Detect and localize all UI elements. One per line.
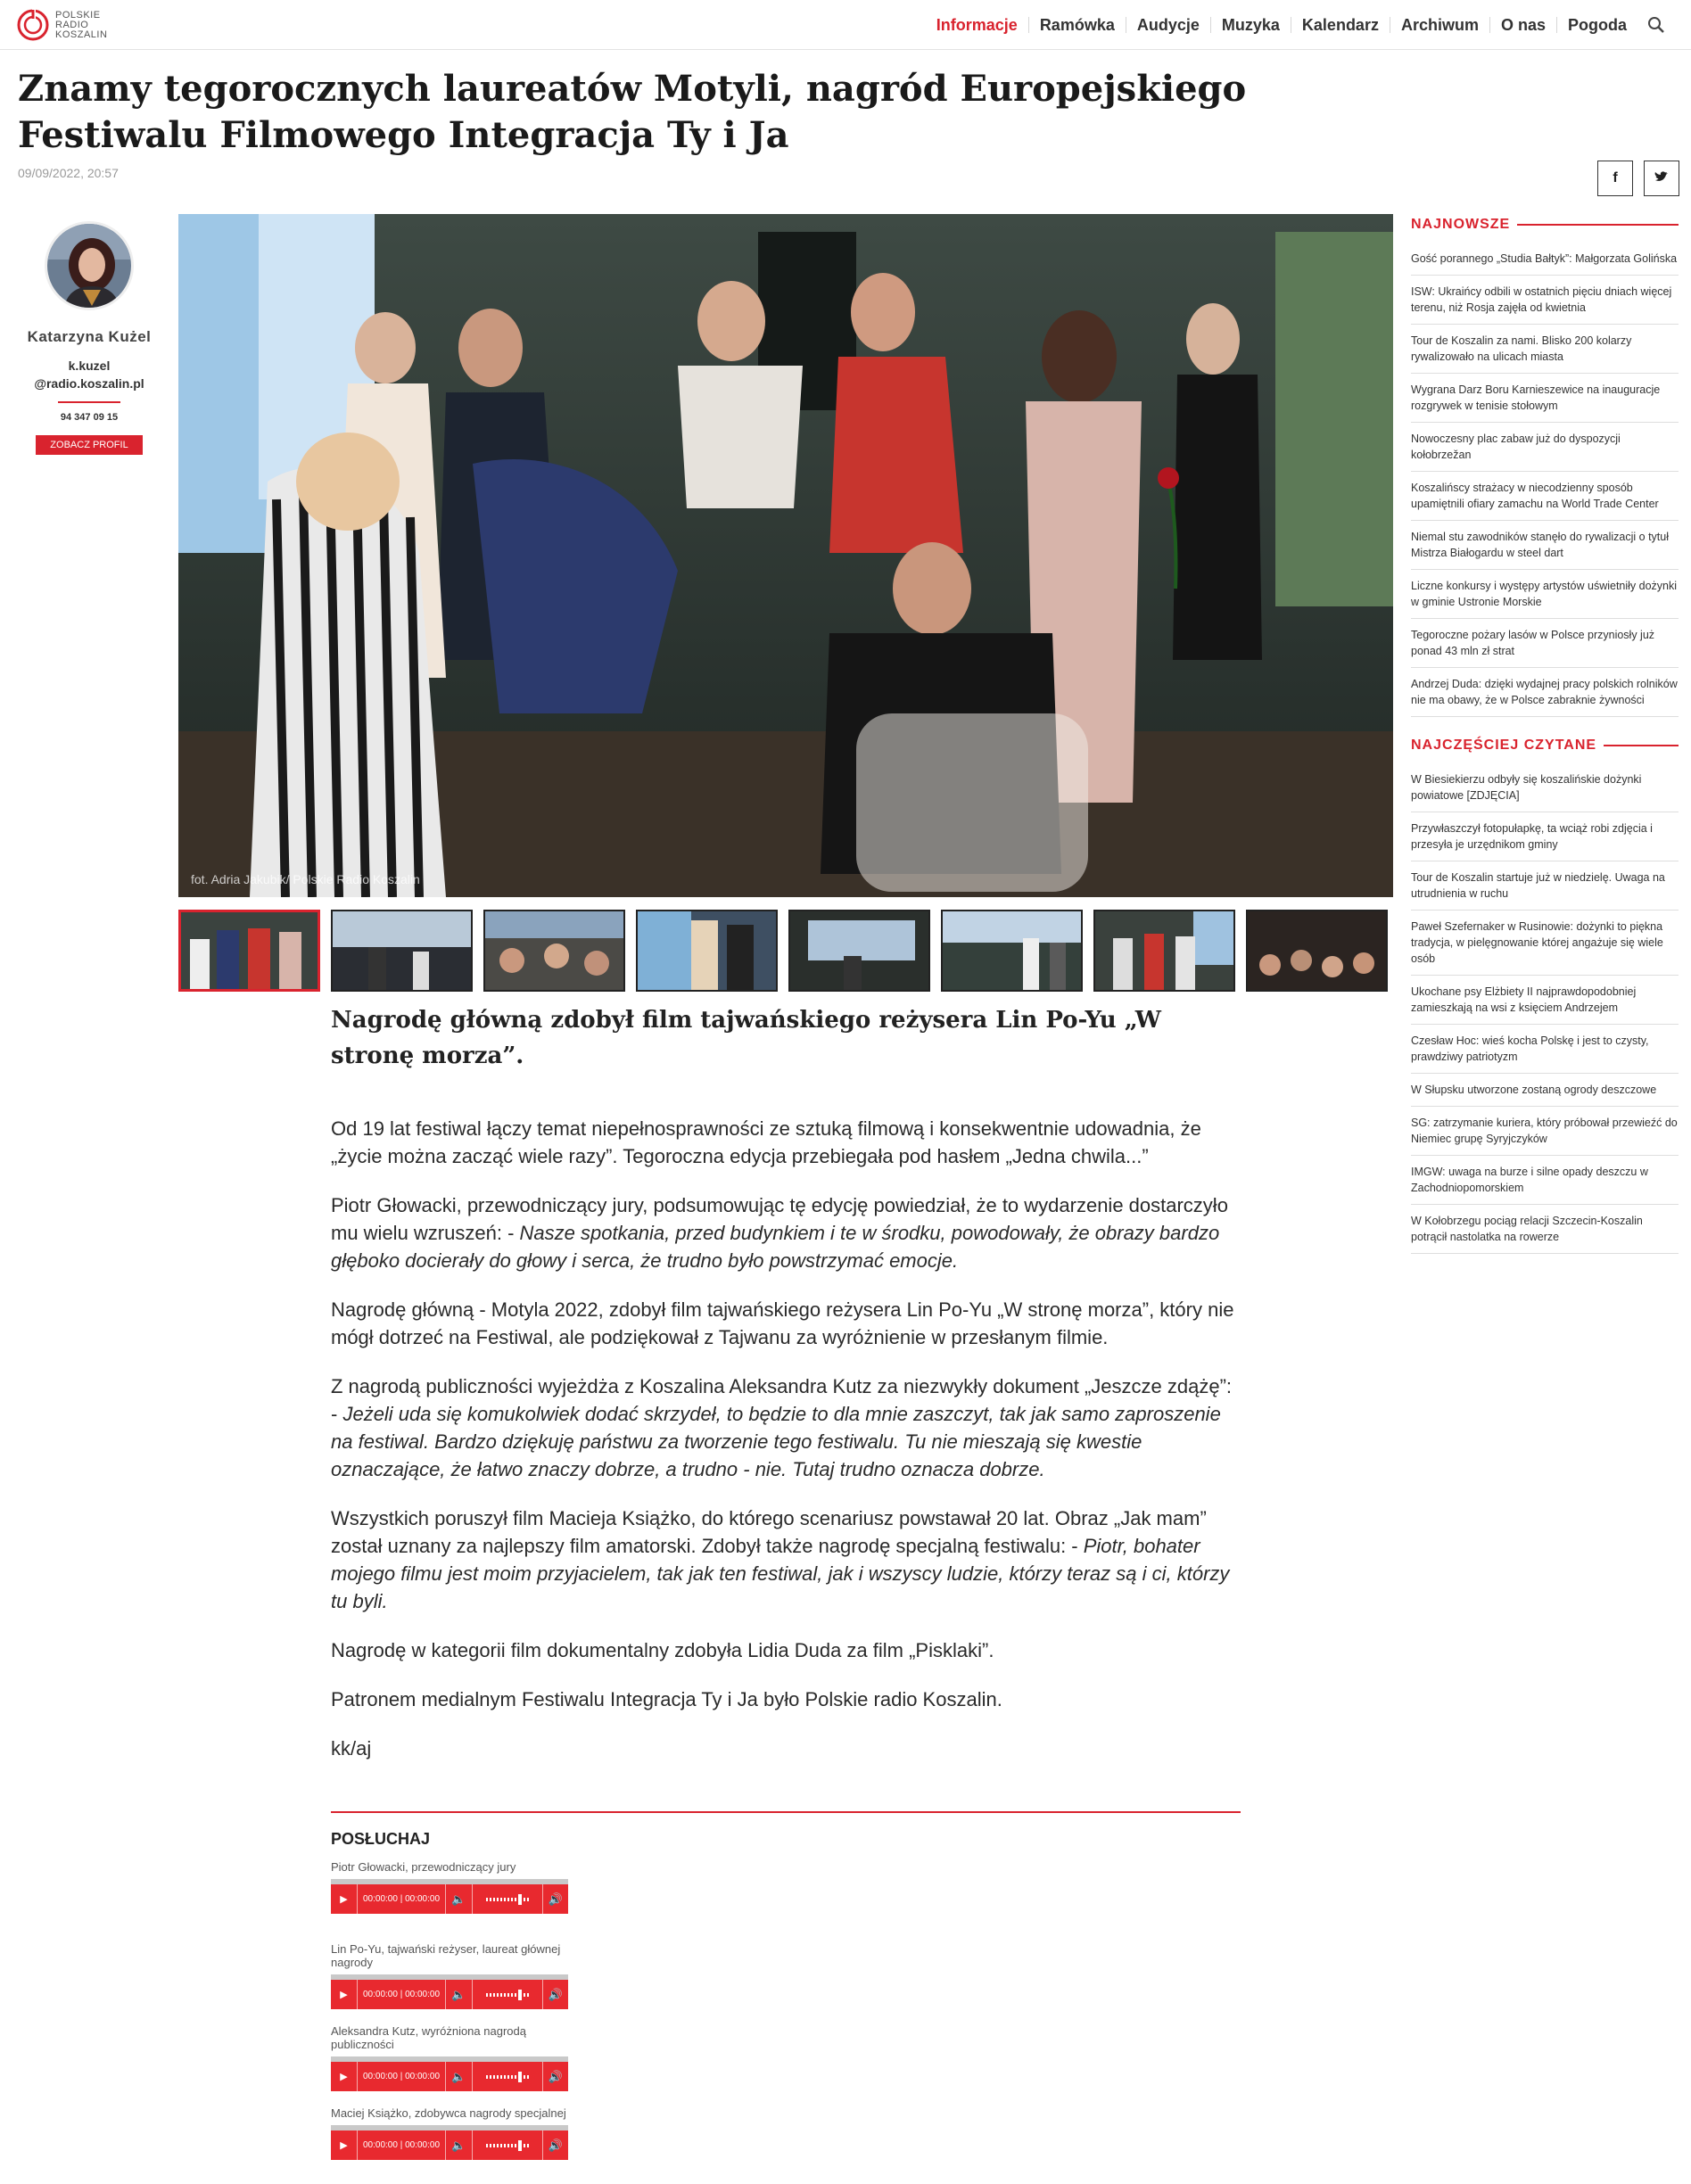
play-button[interactable] (331, 1884, 358, 1914)
logo-text (55, 11, 107, 40)
nav-o-nas[interactable]: O nas (1490, 17, 1557, 33)
nav-informacje[interactable]: Informacje (926, 17, 1029, 33)
play-icon: ▶ (340, 1894, 348, 1905)
photo-caption: fot. Adria Jakubik/ Polskie Radio Koszalin (191, 872, 420, 886)
gallery-thumb-5[interactable] (788, 910, 930, 992)
paragraph-text: Z nagrodą publiczności wyjeżdża z Koszalina Aleksandra Kutz za niezwykły dokument „Jeszcze zdążę”: - (331, 1375, 1233, 1425)
play-button[interactable] (331, 1980, 358, 2009)
sidebar (1411, 214, 1679, 1254)
paragraph-text: Nagrodę w kategorii film dokumentalny zdobyła Lidia Duda za film „Pisklaki”. (331, 1639, 994, 1661)
news-link[interactable]: Ukochane psy Elżbiety II najprawdopodobniej zamieszkają na wsi z księciem Andrzejem (1411, 976, 1679, 1025)
paragraph-text: Piotr Głowacki, przewodniczący jury, podsumowując tę edycję powiedział, że to wydarzenie dostarczyło mu wielu wzruszeń: - (331, 1194, 1228, 1244)
article-body (331, 1002, 1241, 1762)
author-box (18, 214, 161, 455)
gallery-thumb-6[interactable] (941, 910, 1083, 992)
gallery-thumb-8[interactable] (1246, 910, 1388, 992)
play-button[interactable] (331, 2062, 358, 2091)
author-name[interactable]: Katarzyna Kużel (27, 328, 152, 345)
article-signature (331, 1735, 1241, 1762)
volume-icon: 🔊 (548, 2069, 564, 2083)
speaker-icon: 🔈 (451, 2138, 466, 2152)
twitter-icon (1654, 170, 1669, 187)
audio-item (331, 1942, 568, 2009)
news-link[interactable]: W Słupsku utworzone zostaną ogrody deszczowe (1411, 1074, 1679, 1107)
view-profile-button[interactable]: ZOBACZ PROFIL (36, 435, 142, 455)
facebook-share-button[interactable] (1597, 161, 1633, 196)
volume-slider[interactable] (473, 1980, 543, 2009)
author-email[interactable] (18, 357, 161, 392)
max-volume-button[interactable] (543, 2070, 568, 2084)
audio-item (331, 2024, 568, 2091)
article-paragraph (331, 1685, 1241, 1713)
audio-label: Maciej Książko, zdobywca nagrody specjalnej (331, 2106, 566, 2120)
author-phone: 94 347 09 15 (60, 412, 119, 423)
mute-button[interactable] (446, 2062, 473, 2091)
news-link[interactable]: Nowoczesny plac zabaw już do dyspozycji kołobrzežan (1411, 423, 1679, 472)
news-link[interactable]: ISW: Ukraińcy odbili w ostatnich pięciu dniach więcej terenu, niż Rosja zajęła od kwietnia (1411, 276, 1679, 325)
paragraph-text: Od 19 lat festiwal łączy temat niepełnosprawności ze sztuką filmową i konsekwentnie udowadnia, że „życie można zacząć wiele razy”. Tegoroczna edycja przebiegała pod hasłem „Jedna chwila...” (331, 1117, 1201, 1167)
volume-icon: 🔊 (548, 1891, 564, 1906)
volume-slider[interactable] (473, 2062, 543, 2091)
volume-slider[interactable] (473, 1884, 543, 1914)
main-photo[interactable] (178, 214, 1393, 897)
paragraph-quote: Jeżeli uda się komukolwiek dodać skrzydeł, to będzie to dla mnie zaszczyt, tak jak samo zaproszenie na festiwal. Bardzo dziękuję państwu za tworzenie tego festiwalu. Tu nie mieszają się kwestie oznaczające, że łatwo znaczy dobrze, a trudno - nie. Tutaj trudno oznacza dobrze. (331, 1403, 1221, 1480)
news-link[interactable]: Wygrana Darz Boru Karnieszewice na inauguracje rozgrywek w tenisie stołowym (1411, 374, 1679, 423)
max-volume-button[interactable] (543, 1892, 568, 1907)
photo-gallery-thumbnails (178, 910, 1393, 992)
speaker-icon: 🔈 (451, 1987, 466, 2001)
mute-button[interactable] (446, 1980, 473, 2009)
popular-list (1411, 763, 1679, 1254)
play-icon: ▶ (340, 2072, 348, 2082)
news-link[interactable]: Tour de Koszalin za nami. Blisko 200 kolarzy rywalizowało na ulicach miasta (1411, 325, 1679, 374)
gallery-thumb-4[interactable] (636, 910, 778, 992)
audio-player (331, 2056, 568, 2091)
search-icon[interactable] (1643, 12, 1670, 37)
audio-item (331, 2106, 568, 2160)
news-link[interactable]: Paweł Szefernaker w Rusinowie: dożynki to piękna tradycja, w pielęgnowanie której angażuje się wiele osób (1411, 911, 1679, 976)
audio-label: Lin Po-Yu, tajwański reżyser, laureat głównej nagrody (331, 1942, 561, 1969)
nav-audycje[interactable]: Audycje (1126, 17, 1211, 33)
audio-label: Aleksandra Kutz, wyróżniona nagrodą publiczności (331, 2024, 526, 2051)
mute-button[interactable] (446, 2130, 473, 2160)
mute-button[interactable] (446, 1884, 473, 1914)
author-email-domain: @radio.koszalin.pl (34, 376, 144, 391)
paragraph-quote: Piotr, bohater mojego filmu jest moim przyjacielem, tak jak ten festiwal, jak i wszyscy ludzie, którzy teraz są i ci, którzy tu byli. (331, 1535, 1230, 1612)
avatar[interactable] (45, 221, 134, 310)
news-link[interactable]: Tegoroczne pożary lasów w Polsce przyniosły już ponad 43 mln zł strat (1411, 619, 1679, 668)
news-link[interactable]: Liczne konkursy i występy artystów uświetniły dożynki w gminie Ustronie Morskie (1411, 570, 1679, 619)
heading-rule (1604, 745, 1679, 746)
news-link[interactable]: Andrzej Duda: dzięki wydajnej pracy polskich rolników nie ma obawy, że w Polsce zabraknie żywności (1411, 668, 1679, 717)
article-lead: Nagrodę główną zdobył film tajwańskiego reżysera Lin Po-Yu „W stronę morza”. (331, 1007, 1162, 1069)
article-paragraph (331, 1191, 1241, 1274)
play-button[interactable] (331, 2130, 358, 2160)
nav-pogoda[interactable]: Pogoda (1568, 16, 1627, 34)
article-date: 09/09/2022, 20:57 (18, 166, 119, 180)
article-paragraph (331, 1504, 1241, 1615)
logo-mark-icon (16, 8, 50, 42)
volume-slider[interactable] (473, 2130, 543, 2160)
paragraph-text: Wszystkich poruszył film Macieja Książko, do którego scenariusz powstawał 20 lat. Obraz „Jak mam” został uznany za najlepszy film amatorski. Zdobył także nagrodę specjalną festiwalu: - (331, 1507, 1207, 1557)
article-paragraph (331, 1115, 1241, 1170)
max-volume-button[interactable] (543, 1988, 568, 2002)
facebook-icon: f (1613, 170, 1618, 185)
paragraph-text: kk/aj (331, 1737, 372, 1760)
newest-title: NAJNOWSZE (1411, 217, 1511, 232)
main-nav (926, 12, 1670, 37)
news-link[interactable]: W Biesiekierzu odbyły się koszalińskie dożynki powiatowe [ZDJĘCIA] (1411, 763, 1679, 812)
audio-time: 00:00:00 | 00:00:00 (358, 2062, 446, 2091)
news-link[interactable]: Niemal stu zawodników stanęło do rywalizacji o tytuł Mistrza Białogardu w steel dart (1411, 521, 1679, 570)
news-link[interactable]: W Kołobrzegu pociąg relacji Szczecin-Koszalin potrącił nastolatka na rowerze (1411, 1205, 1679, 1254)
paragraph-text: Nagrodę główną - Motyla 2022, zdobył film tajwańskiego reżysera Lin Po-Yu „W stronę morza”, który nie mógł dotrzeć na Festiwal, ale podziękował z Tajwanu za wyróżnienie w przesłanym filmie. (331, 1298, 1234, 1348)
popular-heading (1411, 735, 1679, 756)
audio-player (331, 2125, 568, 2160)
audio-time: 00:00:00 | 00:00:00 (358, 2130, 446, 2160)
top-navigation-bar (0, 0, 1691, 50)
gallery-thumb-2[interactable] (331, 910, 473, 992)
play-icon: ▶ (340, 1990, 348, 2000)
gallery-thumb-1[interactable] (178, 910, 320, 992)
news-link[interactable]: SG: zatrzymanie kuriera, który próbował przewieźć do Niemiec grupę Syryjczyków (1411, 1107, 1679, 1156)
news-link[interactable]: Czesław Hoc: wieś kocha Polskę i jest to czysty, prawdziwy patriotyzm (1411, 1025, 1679, 1074)
listen-divider (331, 1811, 1241, 1813)
audio-time: 00:00:00 | 00:00:00 (358, 1884, 446, 1914)
news-link[interactable]: Koszalińscy strażacy w niecodzienny sposób upamiętnili ofiary zamachu na World Trade Center (1411, 472, 1679, 521)
gallery-thumb-7[interactable] (1093, 910, 1235, 992)
audio-time: 00:00:00 | 00:00:00 (358, 1980, 446, 2009)
logo-line-1: POLSKIE (55, 9, 101, 21)
logo-line-3: KOSZALIN (55, 29, 108, 40)
gallery-thumb-3[interactable] (483, 910, 625, 992)
volume-icon: 🔊 (548, 1987, 564, 2001)
news-link[interactable]: IMGW: uwaga na burze i silne opady deszczu w Zachodniopomorskiem (1411, 1156, 1679, 1205)
audio-player (331, 1879, 568, 1914)
site-logo[interactable] (16, 8, 107, 42)
play-icon: ▶ (340, 2140, 348, 2151)
audio-item (331, 1860, 568, 1914)
volume-icon: 🔊 (548, 2138, 564, 2152)
article-paragraph (331, 1372, 1241, 1483)
audio-label: Piotr Głowacki, przewodniczący jury (331, 1860, 516, 1874)
nav-muzyka[interactable]: Muzyka (1211, 17, 1291, 33)
article-paragraph (331, 1296, 1241, 1351)
speaker-icon: 🔈 (451, 1891, 466, 1906)
nav-kalendarz[interactable]: Kalendarz (1291, 17, 1390, 33)
paragraph-text: Patronem medialnym Festiwalu Integracja Ty i Ja było Polskie radio Koszalin. (331, 1688, 1002, 1710)
paragraph-quote: Nasze spotkania, przed budynkiem i te w środku, powodowały, że obrazy bardzo głęboko docierały do głowy i serca, że trudno było powstrzymać emocje. (331, 1222, 1220, 1272)
newest-heading (1411, 214, 1679, 235)
news-link[interactable]: Gość porannego „Studia Bałtyk”: Małgorzata Golińska (1411, 243, 1679, 276)
heading-rule (1517, 224, 1679, 226)
author-email-user: k.kuzel (68, 359, 111, 373)
article-paragraph (331, 1636, 1241, 1664)
nav-archiwum[interactable]: Archiwum (1390, 17, 1490, 33)
article-title: Znamy tegorocznych laureatów Motyli, nagród Europejskiego Festiwalu Filmowego Integracja Ty i Ja (18, 68, 1247, 156)
max-volume-button[interactable] (543, 2139, 568, 2153)
nav-ramowka[interactable]: Ramówka (1029, 17, 1126, 33)
audio-player (331, 1974, 568, 2009)
newest-list (1411, 243, 1679, 717)
speaker-icon: 🔈 (451, 2069, 466, 2083)
news-link[interactable]: Przywłaszczył fotopułapkę, ta wciąż robi zdjęcia i przesyła je urzędnikom gminy (1411, 812, 1679, 861)
popular-title: NAJCZĘŚCIEJ CZYTANE (1411, 738, 1597, 753)
logo-line-2: RADIO (55, 19, 89, 30)
twitter-share-button[interactable] (1644, 161, 1679, 196)
author-divider (58, 401, 120, 403)
news-link[interactable]: Tour de Koszalin startuje już w niedzielę. Uwaga na utrudnienia w ruchu (1411, 861, 1679, 911)
listen-heading: POSŁUCHAJ (331, 1830, 431, 1848)
